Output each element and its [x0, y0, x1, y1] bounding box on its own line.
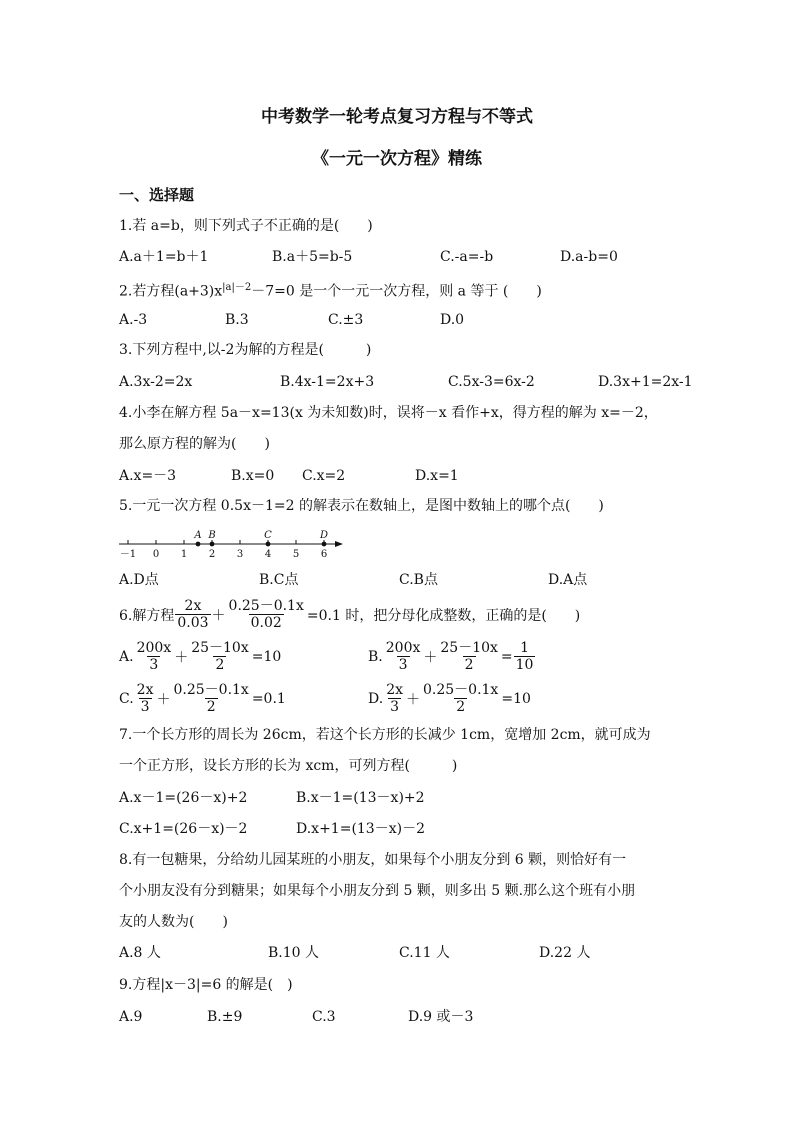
q6-option-d: D. $\frac{2x}{3}$ ＋ $\frac{0.25-0.1x}{2}$ =10 — [368, 682, 531, 715]
q2-option-d: D.0 — [440, 312, 465, 328]
q4-option-a: A.x=－3 — [119, 468, 177, 484]
q9-option-d: D.9 或－3 — [408, 1009, 474, 1025]
q6-stem-pre: 6.解方程 — [119, 607, 175, 624]
number-line-tick-label: 6 — [320, 549, 328, 560]
q1-option-b: B.a＋5=b-5 — [272, 249, 353, 265]
q1-option-d: D.a-b=0 — [560, 249, 618, 265]
q1-option-a: A.a＋1=b＋1 — [119, 249, 209, 265]
number-line-tick-label: －1 — [119, 549, 137, 560]
q7-option-c: C.x+1=(26－x)－2 — [119, 821, 248, 837]
q6-option-c: C. $\frac{2x}{3}$ ＋ $\frac{0.25-0.1x}{2}$ =0.1 — [119, 682, 286, 715]
q3-option-c: C.5x-3=6x-2 — [448, 374, 535, 390]
q8-option-c: C.11 人 — [399, 945, 450, 961]
q8-option-b: B.10 人 — [268, 945, 320, 961]
q1-option-c: C.-a=-b — [440, 249, 494, 265]
q5-option-b: B.C点 — [259, 572, 299, 588]
number-line-tick-label: 5 — [292, 549, 300, 560]
number-line-tick-label: 0 — [152, 549, 160, 560]
number-line-point — [322, 542, 327, 547]
q4-option-d: D.x=1 — [415, 468, 459, 484]
number-line-tick-label: 3 — [236, 549, 244, 560]
q8-stem-line1: 8.有一包糖果，分给幼儿园某班的小朋友，如果每个小朋友分到 6 颗，则恰好有一 — [119, 852, 627, 868]
document-subtitle: 《一元一次方程》精练 — [312, 149, 482, 169]
q6-option-b: B. $\frac{200x}{3}$ ＋ $\frac{25-10x}{2}$ = $\frac{1}{10}$ — [368, 640, 534, 673]
q1-stem: 1.若 a=b，则下列式子不正确的是( ) — [119, 218, 373, 234]
number-line-point-label: D — [319, 530, 329, 541]
q7-option-a: A.x－1=(26－x)+2 — [119, 790, 248, 806]
q8-stem-line3: 友的人数为( ) — [119, 914, 228, 930]
q2-stem — [119, 279, 542, 301]
q4-option-b: B.x=0 — [231, 468, 275, 484]
q4-option-c: C.x=2 — [302, 468, 346, 484]
number-line-point — [266, 542, 271, 547]
q2-option-a: A.-3 — [119, 312, 148, 328]
document-title: 中考数学一轮考点复习方程与不等式 — [261, 107, 533, 127]
number-line-tick-label: 2 — [208, 549, 216, 560]
number-line-point — [196, 542, 201, 547]
number-line-point-label: B — [208, 530, 216, 541]
number-line-point-label: C — [264, 530, 272, 541]
q4-stem-line2: 那么原方程的解为( ) — [119, 436, 270, 452]
q8-option-a: A.8 人 — [119, 945, 161, 961]
number-line-arrow — [335, 541, 343, 547]
q5-option-a: A.D点 — [119, 572, 159, 588]
q3-stem: 3.下列方程中,以-2为解的方程是( ) — [119, 342, 372, 358]
number-line-tick-label: 1 — [180, 549, 188, 560]
q7-option-b: B.x－1=(13－x)+2 — [296, 790, 425, 806]
q6-stem-post: =0.1 时，把分母化成整数，正确的是( ) — [306, 607, 581, 624]
q3-option-b: B.4x-1=2x+3 — [280, 374, 375, 390]
q9-option-a: A.9 — [119, 1009, 143, 1025]
number-line — [115, 522, 355, 562]
plus-sign: ＋ — [211, 607, 226, 624]
q3-option-a: A.3x-2=2x — [119, 374, 193, 390]
q2-option-c: C.±3 — [328, 312, 364, 328]
q2-exponent: |a|－2 — [222, 282, 252, 293]
q5-stem: 5.一元一次方程 0.5x－1=2 的解表示在数轴上，是图中数轴上的哪个点( ) — [119, 498, 604, 514]
q7-stem-line1: 7.一个长方形的周长为 26cm，若这个长方形的长减少 1cm，宽增加 2cm，就可成为 — [119, 727, 651, 743]
q5-option-c: C.B点 — [399, 572, 438, 588]
q6-fraction-2: $\frac{0.25-0.1x}{0.02}$ — [228, 598, 304, 631]
q5-option-d: D.A点 — [548, 572, 588, 588]
q2-stem-post: －7=0 是一个一元一次方程，则 a 等于 ( ) — [251, 283, 542, 300]
q8-stem-line2: 个小朋友没有分到糖果；如果每个小朋友分到 5 颗，则多出 5 颗.那么这个班有小朋 — [119, 883, 636, 899]
number-line-point — [210, 542, 215, 547]
q2-stem-pre: 2.若方程(a+3)x — [119, 283, 223, 300]
number-line-tick-label: 4 — [264, 549, 272, 560]
q4-stem-line1: 4.小李在解方程 5a－x=13(x 为未知数)时，误将－x 看作+x，得方程的解为 x=－2， — [119, 405, 658, 421]
q7-option-d: D.x+1=(13－x)－2 — [296, 821, 425, 837]
q9-stem: 9.方程|x－3|=6 的解是( ) — [119, 977, 293, 993]
q2-option-b: B.3 — [225, 312, 249, 328]
number-line-point-label: A — [194, 530, 202, 541]
q9-option-c: C.3 — [312, 1009, 336, 1025]
q8-option-d: D.22 人 — [539, 945, 591, 961]
q3-option-d: D.3x+1=2x-1 — [598, 374, 693, 390]
q6-option-a: A. $\frac{200x}{3}$ ＋ $\frac{25-10x}{2}$ =10 — [119, 640, 282, 673]
q6-fraction-1: $\frac{2x}{0.03}$ — [177, 598, 209, 631]
q7-stem-line2: 一个正方形，设长方形的长为 xcm，可列方程( ) — [119, 758, 458, 774]
q9-option-b: B.±9 — [207, 1009, 243, 1025]
section-heading: 一、选择题 — [119, 186, 195, 204]
q6-stem — [119, 598, 580, 631]
